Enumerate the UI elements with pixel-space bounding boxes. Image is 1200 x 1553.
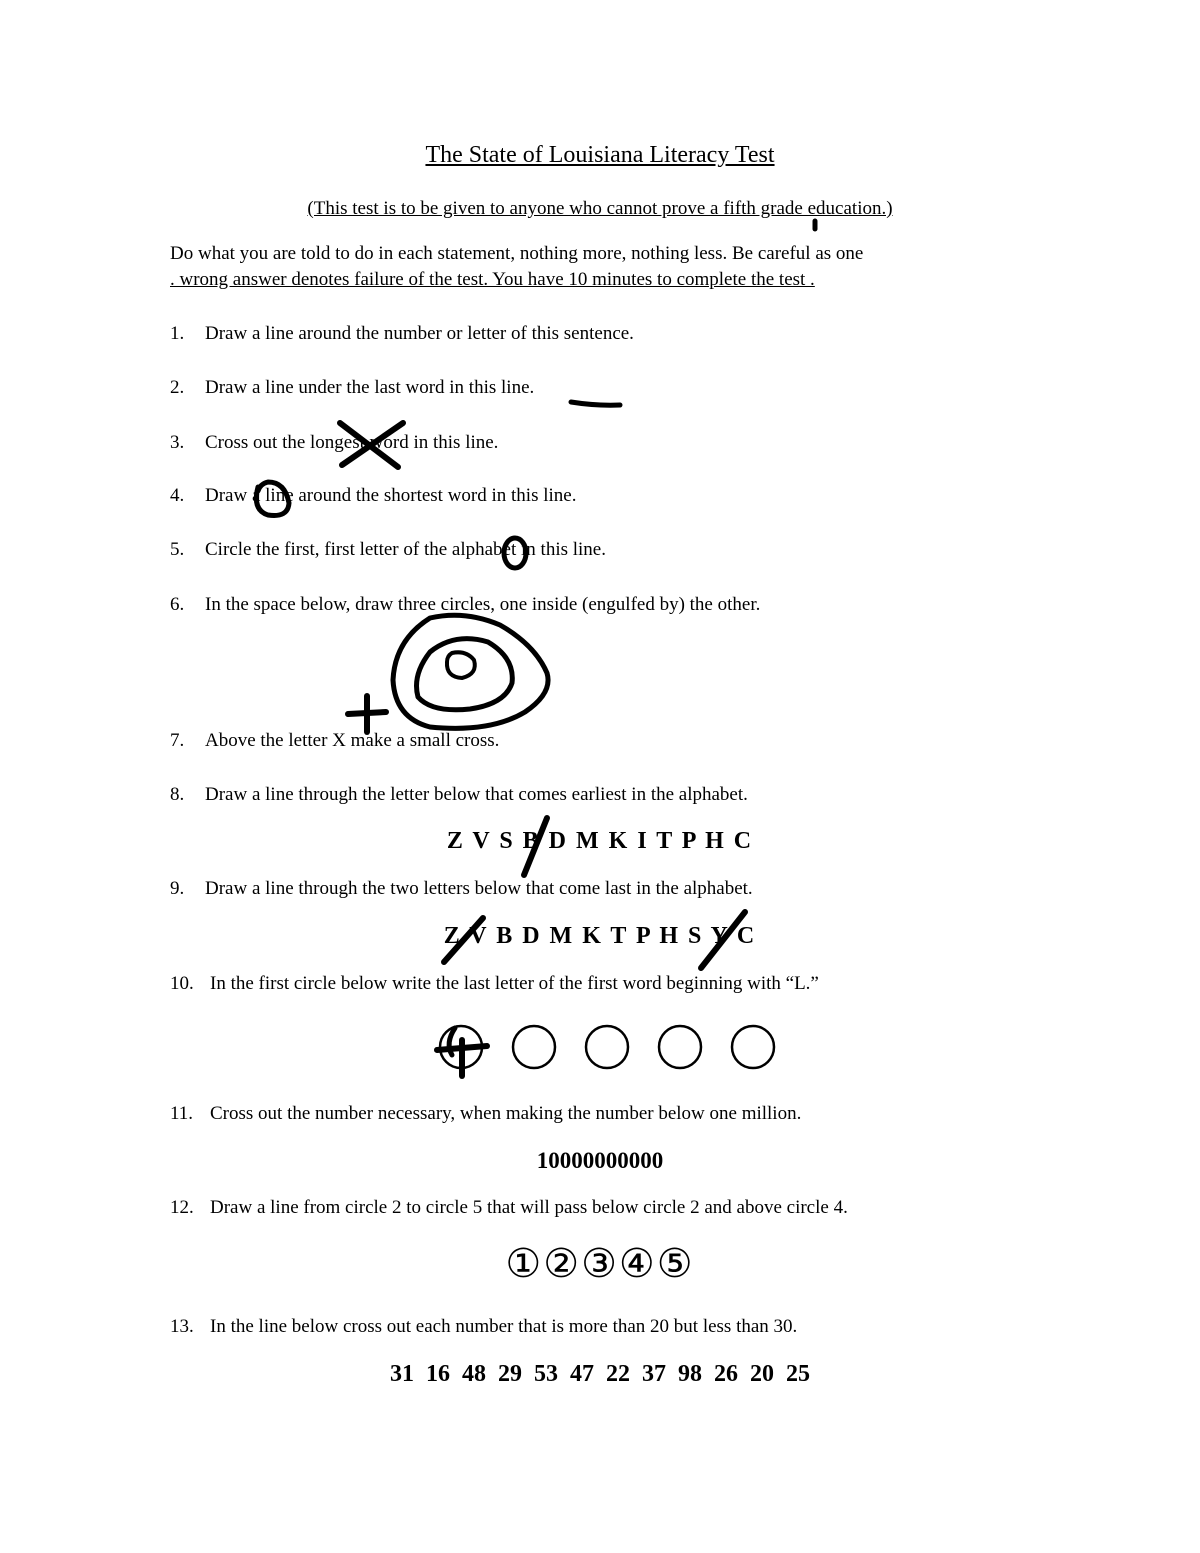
question-text: Draw a line around the shortest word in this line.: [205, 485, 577, 506]
question-number: 9.: [170, 878, 185, 899]
question-text: In the first circle below write the last letter of the first word beginning with “L.”: [210, 973, 819, 994]
question-number: 12.: [170, 1197, 194, 1218]
question-text: Cross out the number necessary, when making the number below one million.: [210, 1103, 802, 1124]
ink-middle-circle-mark: [417, 639, 513, 710]
ink-slash-mark: [444, 918, 483, 962]
question-text: Draw a line under the last word in this line.: [205, 377, 535, 398]
question-number: 13.: [170, 1316, 194, 1337]
number-row-13: 31 16 48 29 53 47 22 37 98 26 20 25: [390, 1361, 810, 1387]
question-number: 4.: [170, 485, 185, 506]
question-number: 1.: [170, 323, 185, 344]
instructions-line-2: . wrong answer denotes failure of the test. You have 10 minutes to complete the test .: [170, 269, 815, 290]
question-number: 2.: [170, 377, 185, 398]
question-text: Draw a line around the number or letter of this sentence.: [205, 323, 634, 344]
instructions-line-1: Do what you are told to do in each statement, nothing more, nothing less. Be careful as one: [170, 243, 864, 264]
question-text: Circle the first, first letter of the alphabet in this line.: [205, 539, 606, 560]
question-text: Draw a line through the two letters below that come last in the alphabet.: [205, 878, 753, 899]
question-number: 5.: [170, 539, 185, 560]
circled-numbers-12: ①②③④⑤: [505, 1241, 695, 1286]
question-number: 6.: [170, 594, 185, 615]
question-number: 11.: [170, 1103, 194, 1124]
question-number: 7.: [170, 730, 185, 751]
page-subtitle: (This test is to be given to anyone who cannot prove a fifth grade education.): [307, 198, 893, 219]
letter-row-9: Z V B D M K T P H S Y C: [443, 923, 757, 949]
question-text: Draw a line from circle 2 to circle 5 that will pass below circle 2 and above circle 4.: [210, 1197, 848, 1218]
question-number: 8.: [170, 784, 185, 805]
ink-slash-mark: [701, 912, 745, 968]
ink-circle-mark: [504, 538, 526, 568]
question-number: 10.: [170, 973, 194, 994]
ink-slash-mark: [524, 818, 547, 875]
question-number: 3.: [170, 432, 185, 453]
question-text: In the space below, draw three circles, one inside (engulfed by) the other.: [205, 594, 761, 615]
letter-row-8: Z V S B D M K I T P H C: [446, 828, 754, 854]
question-text: Cross out the longest word in this line.: [205, 432, 499, 453]
question-text: Above the letter X make a small cross.: [205, 730, 500, 751]
question-text: Draw a line through the letter below that comes earliest in the alphabet.: [205, 784, 748, 805]
ink-inner-circle-mark: [447, 652, 475, 678]
ink-underline-mark: [571, 402, 620, 405]
page-title: The State of Louisiana Literacy Test: [425, 142, 775, 168]
number-row-11: 10000000000: [536, 1148, 664, 1173]
ink-loop-mark: [256, 482, 289, 516]
question-text: In the line below cross out each number that is more than 20 but less than 30.: [210, 1316, 798, 1337]
